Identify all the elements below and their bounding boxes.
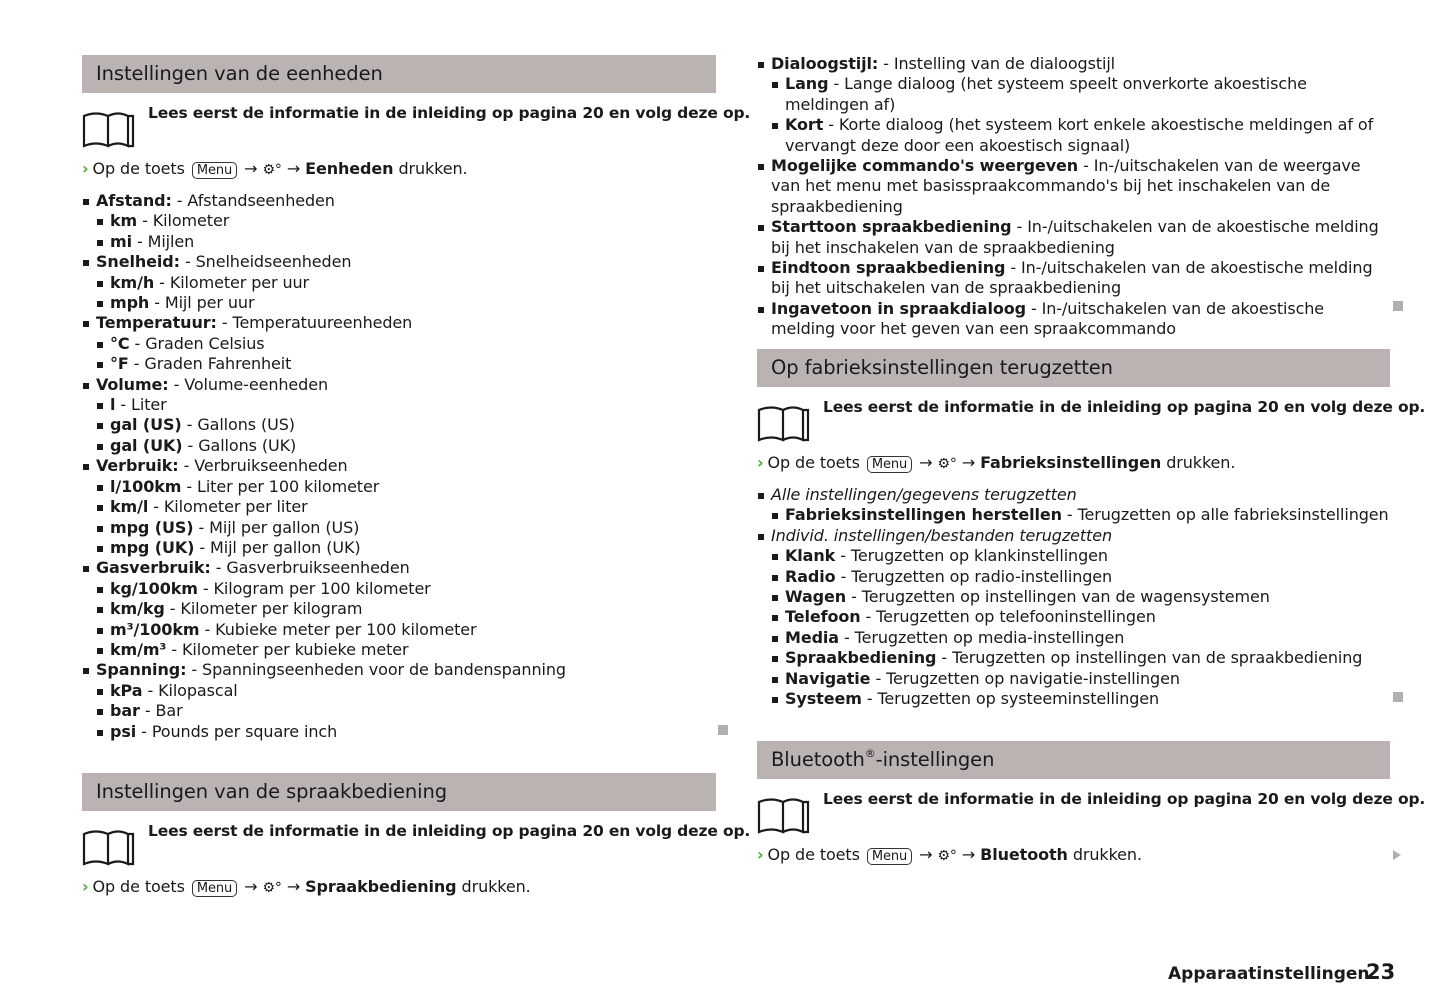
chevron-right-icon: › [82, 877, 89, 896]
book-icon [757, 796, 811, 834]
continue-arrow-icon [1393, 850, 1401, 860]
info-note [82, 821, 751, 875]
units-list [82, 191, 716, 742]
info-note [757, 397, 1426, 451]
section-title: Bluetooth®-instellingen [757, 741, 1390, 779]
gear-icon: ⚙° [937, 848, 957, 864]
list-item: Spanning: - Spanningseenheden voor de bandenspanning kPa - Kilopascal bar - Bar psi - Pounds per square inch [82, 660, 716, 742]
info-text: Lees eerst de informatie in de inleiding op pagina 20 en volg deze op. [823, 790, 1426, 808]
list-item: Verbruik: - Verbruikseenheden l/100km - Liter per 100 kilometer km/l - Kilometer per liter mpg (US) - Mijl per gallon (US) mpg (UK) - Mijl per gallon (UK) [82, 456, 716, 558]
list-item: Navigatie - Terugzetten op navigatie-instellingen [771, 669, 1390, 689]
info-note [757, 789, 1426, 843]
list-item: Media - Terugzetten op media-instellingen [771, 628, 1390, 648]
menu-key: Menu [192, 880, 237, 897]
list-item: mpg (UK) - Mijl per gallon (UK) [96, 538, 716, 558]
info-text: Lees eerst de informatie in de inleiding op pagina 20 en volg deze op. [823, 398, 1426, 416]
list-item: Alle instellingen/gegevens terugzetten Fabrieksinstellingen herstellen - Terugzetten op alle fabrieksinstellingen [757, 485, 1390, 526]
book-icon [82, 110, 136, 148]
arrow-icon: → [286, 877, 301, 896]
list-item: mph - Mijl per uur [96, 293, 716, 313]
list-item: psi - Pounds per square inch [96, 722, 716, 742]
list-item: Dialoogstijl: - Instelling van de dialoogstijl Lang - Lange dialoog (het systeem speelt onverkorte akoestische meldingen af) Kort - Korte dialoog (het systeem kort enkele akoestische meldingen af of vervangt deze door een akoestisch signaal) [757, 54, 1390, 156]
factory-list [757, 485, 1390, 709]
list-item: Radio - Terugzetten op radio-instellingen [771, 567, 1390, 587]
list-item: Volume: - Volume-eenheden l - Liter gal (US) - Gallons (US) gal (UK) - Gallons (UK) [82, 375, 716, 457]
chevron-right-icon: › [757, 845, 764, 864]
arrow-icon: → [961, 453, 976, 472]
list-item: bar - Bar [96, 701, 716, 721]
instruction: › Op de toets Menu → ⚙° → Bluetooth drukken. [757, 845, 1142, 864]
list-item: km - Kilometer [96, 211, 716, 231]
list-item: l - Liter [96, 395, 716, 415]
list-item: Individ. instellingen/bestanden terugzetten Klank - Terugzetten op klankinstellingen Radio - Terugzetten op radio-instellingen Wagen - Terugzetten op instellingen van de wagensystemen Telefoon - Terugzetten op telefooninstellingen Media - Terugzetten op media-instellingen Spraakbediening - Terugzetten op instellingen van de spraakbediening Navigatie - Terugzetten op navigatie-instellingen Systeem - Terugzetten op systeeminstellingen [757, 526, 1390, 710]
section-title: Instellingen van de spraakbediening [82, 773, 716, 811]
arrow-icon: → [961, 845, 976, 864]
menu-key: Menu [192, 162, 237, 179]
menu-key: Menu [867, 848, 912, 865]
arrow-icon: → [919, 845, 933, 864]
factory-section [757, 349, 1426, 709]
voice-list [757, 54, 1390, 340]
info-text: Lees eerst de informatie in de inleiding op pagina 20 en volg deze op. [148, 822, 751, 840]
list-item: °C - Graden Celsius [96, 334, 716, 354]
voice-section [82, 773, 751, 897]
sub-list [96, 211, 716, 252]
list-item: mi - Mijlen [96, 232, 716, 252]
sub-list [96, 681, 716, 742]
list-item: km/kg - Kilometer per kilogram [96, 599, 716, 619]
list-item: mpg (US) - Mijl per gallon (US) [96, 518, 716, 538]
sub-list [771, 74, 1390, 156]
chapter-title: Apparaatinstellingen [1168, 964, 1370, 984]
instruction: › Op de toets Menu → ⚙° → Spraakbediening drukken. [82, 877, 531, 896]
book-icon [82, 828, 136, 866]
gear-icon: ⚙° [262, 162, 282, 178]
sub-list [771, 546, 1390, 709]
section-title: Op fabrieksinstellingen terugzetten [757, 349, 1390, 387]
section-end-marker [1393, 692, 1403, 702]
list-item: l/100km - Liter per 100 kilometer [96, 477, 716, 497]
list-item: Wagen - Terugzetten op instellingen van de wagensystemen [771, 587, 1390, 607]
gear-icon: ⚙° [262, 880, 282, 896]
list-item: gal (US) - Gallons (US) [96, 415, 716, 435]
chevron-right-icon: › [757, 453, 764, 472]
list-item: km/h - Kilometer per uur [96, 273, 716, 293]
list-item: °F - Graden Fahrenheit [96, 354, 716, 374]
list-item: Spraakbediening - Terugzetten op instellingen van de spraakbediening [771, 648, 1390, 668]
list-item: kg/100km - Kilogram per 100 kilometer [96, 579, 716, 599]
list-item: kPa - Kilopascal [96, 681, 716, 701]
info-text: Lees eerst de informatie in de inleiding op pagina 20 en volg deze op. [148, 104, 751, 122]
book-icon [757, 404, 811, 442]
arrow-icon: → [286, 159, 301, 178]
list-item: Snelheid: - Snelheidseenheden km/h - Kilometer per uur mph - Mijl per uur [82, 252, 716, 313]
list-item: km/m³ - Kilometer per kubieke meter [96, 640, 716, 660]
chevron-right-icon: › [82, 159, 89, 178]
list-item: Systeem - Terugzetten op systeeminstellingen [771, 689, 1390, 709]
list-item: Kort - Korte dialoog (het systeem kort enkele akoestische meldingen af of vervangt deze door een akoestisch signaal) [771, 115, 1390, 156]
units-section [82, 55, 751, 742]
list-item: Starttoon spraakbediening - In-/uitschakelen van de akoestische melding bij het inschakelen van de spraakbediening [757, 217, 1390, 258]
sub-list [96, 273, 716, 314]
instruction: › Op de toets Menu → ⚙° → Fabrieksinstellingen drukken. [757, 453, 1236, 472]
list-item: m³/100km - Kubieke meter per 100 kilometer [96, 620, 716, 640]
sub-list [96, 579, 716, 661]
list-item: Ingavetoon in spraakdialoog - In-/uitschakelen van de akoestische melding voor het geven van een spraakcommando [757, 299, 1390, 340]
info-note [82, 103, 751, 157]
section-end-marker [1393, 301, 1403, 311]
list-item: Telefoon - Terugzetten op telefooninstellingen [771, 607, 1390, 627]
sub-list [96, 334, 716, 375]
list-item: Gasverbruik: - Gasverbruikseenheden kg/100km - Kilogram per 100 kilometer km/kg - Kilometer per kilogram m³/100km - Kubieke meter per 100 kilometer km/m³ - Kilometer per kubieke meter [82, 558, 716, 660]
list-item: Temperatuur: - Temperatuureenheden °C - Graden Celsius °F - Graden Fahrenheit [82, 313, 716, 374]
gear-icon: ⚙° [937, 456, 957, 472]
menu-key: Menu [867, 456, 912, 473]
list-item: Eindtoon spraakbediening - In-/uitschakelen van de akoestische melding bij het uitschakelen van de spraakbediening [757, 258, 1390, 299]
arrow-icon: → [919, 453, 933, 472]
section-end-marker [718, 725, 728, 735]
list-item: gal (UK) - Gallons (UK) [96, 436, 716, 456]
list-item: km/l - Kilometer per liter [96, 497, 716, 517]
section-title: Instellingen van de eenheden [82, 55, 716, 93]
arrow-icon: → [244, 159, 258, 178]
sub-list [771, 505, 1390, 525]
sub-list [96, 395, 716, 456]
arrow-icon: → [244, 877, 258, 896]
page-number: 23 [1366, 960, 1396, 984]
list-item: Klank - Terugzetten op klankinstellingen [771, 546, 1390, 566]
instruction: › Op de toets Menu → ⚙° → Eenheden drukken. [82, 159, 468, 178]
list-item: Lang - Lange dialoog (het systeem speelt onverkorte akoestische meldingen af) [771, 74, 1390, 115]
list-item: Fabrieksinstellingen herstellen - Terugzetten op alle fabrieksinstellingen [771, 505, 1390, 525]
bluetooth-section [757, 741, 1426, 865]
sub-list [96, 477, 716, 559]
list-item: Mogelijke commando's weergeven - In-/uitschakelen van de weergave van het menu met basisspraakcommando's bij het inschakelen van de spraakbediening [757, 156, 1390, 217]
list-item: Afstand: - Afstandseenheden km - Kilometer mi - Mijlen [82, 191, 716, 252]
